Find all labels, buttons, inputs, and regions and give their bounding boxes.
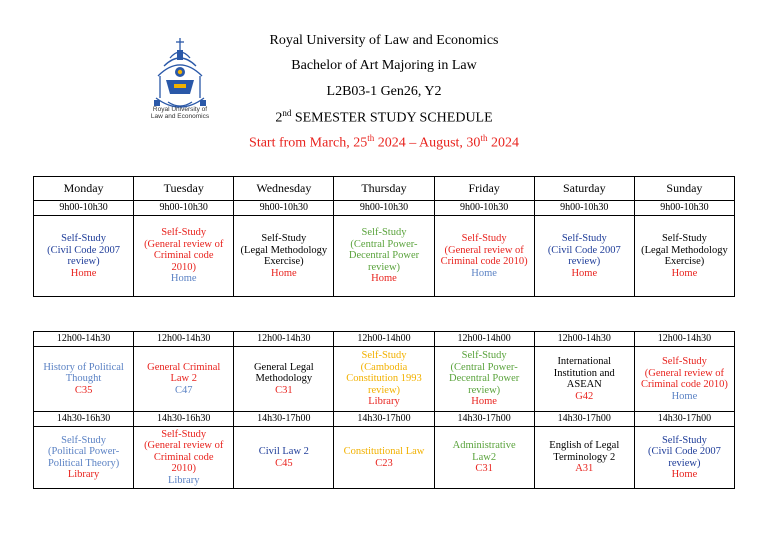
cell-line: Institution and: [553, 367, 615, 379]
cell-line: (Political Power-: [47, 446, 120, 457]
day-header: Friday: [434, 177, 534, 201]
schedule-cell: [134, 427, 234, 489]
cell-line: Home: [571, 267, 598, 279]
cell-line: Law2: [472, 451, 497, 463]
time-slot: 14h30-16h30: [34, 412, 134, 427]
cell-line: C35: [74, 384, 93, 396]
schedule-cell: [334, 427, 434, 489]
cell-line: History of Political: [43, 361, 124, 373]
time-slot: 12h00-14h30: [134, 332, 234, 347]
cell-line: (Legal Methodology: [240, 244, 328, 256]
cell-line: C23: [375, 457, 393, 469]
schedule-cell: [334, 216, 434, 297]
cell-line: (Central Power-: [450, 361, 518, 373]
cell-line: 2010): [171, 261, 196, 273]
cell-line: Self-Study: [361, 227, 407, 239]
cell-line: Home: [70, 267, 97, 279]
cell-line: Home: [371, 273, 397, 285]
schedule-cell: [434, 427, 534, 489]
program-name: Bachelor of Art Majoring in Law: [291, 58, 477, 73]
cell-line: Self-Study: [461, 350, 507, 362]
cell-line: Home: [471, 267, 497, 279]
cell-line: Decentral Power: [449, 373, 520, 385]
cell-line: Criminal code 2010): [640, 379, 728, 390]
cell-line: Exercise): [264, 256, 304, 267]
cell-line: Constitutional Law: [343, 446, 425, 457]
cell-line: Constitution 1993: [346, 373, 422, 385]
cell-line: review): [67, 256, 100, 267]
cell-line: Self-Study: [61, 233, 107, 244]
time-slot: 12h00-14h00: [434, 332, 534, 347]
time-slot: 12h00-14h30: [534, 332, 634, 347]
schedule-cell: [634, 216, 734, 297]
schedule-cell: [534, 347, 634, 412]
logo-caption: Royal University of Law and Economics: [150, 106, 210, 120]
cell-line: C31: [275, 384, 293, 396]
cell-line: review): [668, 457, 701, 469]
cell-line: English of Legal: [549, 440, 620, 452]
cell-line: (Civil Code 2007: [547, 244, 621, 256]
cell-line: Law 2: [170, 373, 197, 385]
time-slot: 12h00-14h30: [234, 332, 334, 347]
afternoon-schedule-table: [33, 331, 735, 489]
cell-line: Exercise): [664, 256, 705, 267]
cell-line: (Legal Methodology: [641, 244, 728, 256]
cell-line: Self-Study: [661, 356, 707, 367]
cell-line: review): [367, 261, 401, 273]
day-header: Wednesday: [234, 177, 334, 201]
schedule-cell: [234, 216, 334, 297]
cell-line: Self-Study: [161, 428, 207, 440]
schedule-cell: [134, 347, 234, 412]
cell-line: ASEAN: [566, 379, 602, 390]
cell-line: review): [367, 384, 401, 396]
cell-line: C47: [174, 384, 193, 396]
schedule-cell: [34, 216, 134, 297]
cell-line: Home: [671, 267, 698, 279]
cell-line: Self-Study: [161, 227, 207, 239]
time-slot: 9h00-10h30: [234, 201, 334, 216]
schedule-cell: [634, 347, 734, 412]
cell-line: Library: [167, 474, 200, 486]
cell-line: Home: [271, 267, 297, 279]
time-slot: 9h00-10h30: [634, 201, 734, 216]
cell-line: General Legal: [253, 361, 314, 373]
time-slot: 12h00-14h30: [634, 332, 734, 347]
cell-line: Home: [671, 390, 698, 402]
schedule-cell: [434, 216, 534, 297]
cell-line: (Civil Code 2007: [47, 244, 121, 256]
cell-line: Library: [67, 469, 100, 480]
cell-line: review): [568, 256, 601, 267]
cell-line: Library: [368, 396, 400, 408]
schedule-cell: [334, 347, 434, 412]
cell-line: General Criminal: [147, 361, 221, 373]
schedule-cell: [534, 427, 634, 489]
cell-line: (Central Power-: [350, 238, 418, 250]
cell-line: C31: [475, 463, 493, 475]
time-slot: 9h00-10h30: [34, 201, 134, 216]
day-header: Sunday: [634, 177, 734, 201]
schedule-cell: [634, 427, 734, 489]
cell-line: Administrative: [452, 440, 516, 452]
schedule-cell: [134, 216, 234, 297]
cell-line: Terminology 2: [553, 451, 616, 463]
cell-line: Decentral Power: [348, 250, 420, 262]
cell-line: Civil Law 2: [258, 446, 309, 457]
cell-line: G42: [575, 390, 594, 402]
cell-line: 2010): [171, 463, 196, 475]
cell-line: Self-Study: [461, 233, 507, 244]
cell-line: Self-Study: [61, 434, 107, 446]
time-slot: 14h30-16h30: [134, 412, 234, 427]
time-slot: 9h00-10h30: [134, 201, 234, 216]
cell-line: (General review of: [144, 238, 224, 250]
cell-line: Self-Study: [661, 233, 707, 244]
semester-title: 2nd SEMESTER STUDY SCHEDULE: [275, 108, 493, 126]
schedule-cell: [34, 347, 134, 412]
cell-line: Home: [471, 396, 497, 408]
cell-line: Thought: [65, 373, 102, 385]
time-slot: 9h00-10h30: [434, 201, 534, 216]
time-slot: 14h30-17h00: [434, 412, 534, 427]
morning-schedule-table: [33, 176, 735, 297]
day-header: Monday: [34, 177, 134, 201]
cell-line: Self-Study: [561, 233, 607, 244]
cell-line: C45: [275, 457, 293, 469]
schedule-cell: [534, 216, 634, 297]
cell-line: Home: [170, 273, 197, 285]
class-code: L2B03-1 Gen26, Y2: [326, 84, 442, 99]
schedule-cell: [34, 427, 134, 489]
cell-line: Home: [671, 469, 698, 480]
time-slot: 12h00-14h30: [34, 332, 134, 347]
cell-line: International: [557, 356, 612, 367]
cell-line: Criminal code 2010): [440, 256, 528, 267]
time-slot: 12h00-14h00: [334, 332, 434, 347]
schedule-cell: [234, 427, 334, 489]
date-range: Start from March, 25th 2024 – August, 30th 2024: [249, 133, 519, 151]
cell-line: (General review of: [444, 244, 524, 256]
cell-line: Methodology: [255, 373, 313, 385]
cell-line: Political Theory): [47, 457, 120, 469]
day-header: Saturday: [534, 177, 634, 201]
time-slot: 9h00-10h30: [334, 201, 434, 216]
cell-line: (General review of: [644, 367, 725, 379]
time-slot: 14h30-17h00: [534, 412, 634, 427]
cell-line: Criminal code: [153, 451, 214, 463]
cell-line: (Civil Code 2007: [647, 446, 721, 457]
cell-line: Self-Study: [261, 233, 307, 244]
time-slot: 14h30-17h00: [234, 412, 334, 427]
cell-line: Criminal code: [153, 250, 214, 262]
time-slot: 14h30-17h00: [634, 412, 734, 427]
day-header: Tuesday: [134, 177, 234, 201]
cell-line: (General review of: [144, 440, 224, 452]
time-slot: 9h00-10h30: [534, 201, 634, 216]
time-slot: 14h30-17h00: [334, 412, 434, 427]
cell-line: A31: [575, 463, 594, 475]
day-header: Thursday: [334, 177, 434, 201]
schedule-cell: [434, 347, 534, 412]
cell-line: Self-Study: [361, 350, 407, 362]
cell-line: (Cambodia: [360, 361, 408, 373]
cell-line: Self-Study: [661, 434, 707, 446]
university-name: Royal University of Law and Economics: [269, 33, 499, 48]
schedule-cell: [234, 347, 334, 412]
cell-line: review): [468, 384, 501, 396]
